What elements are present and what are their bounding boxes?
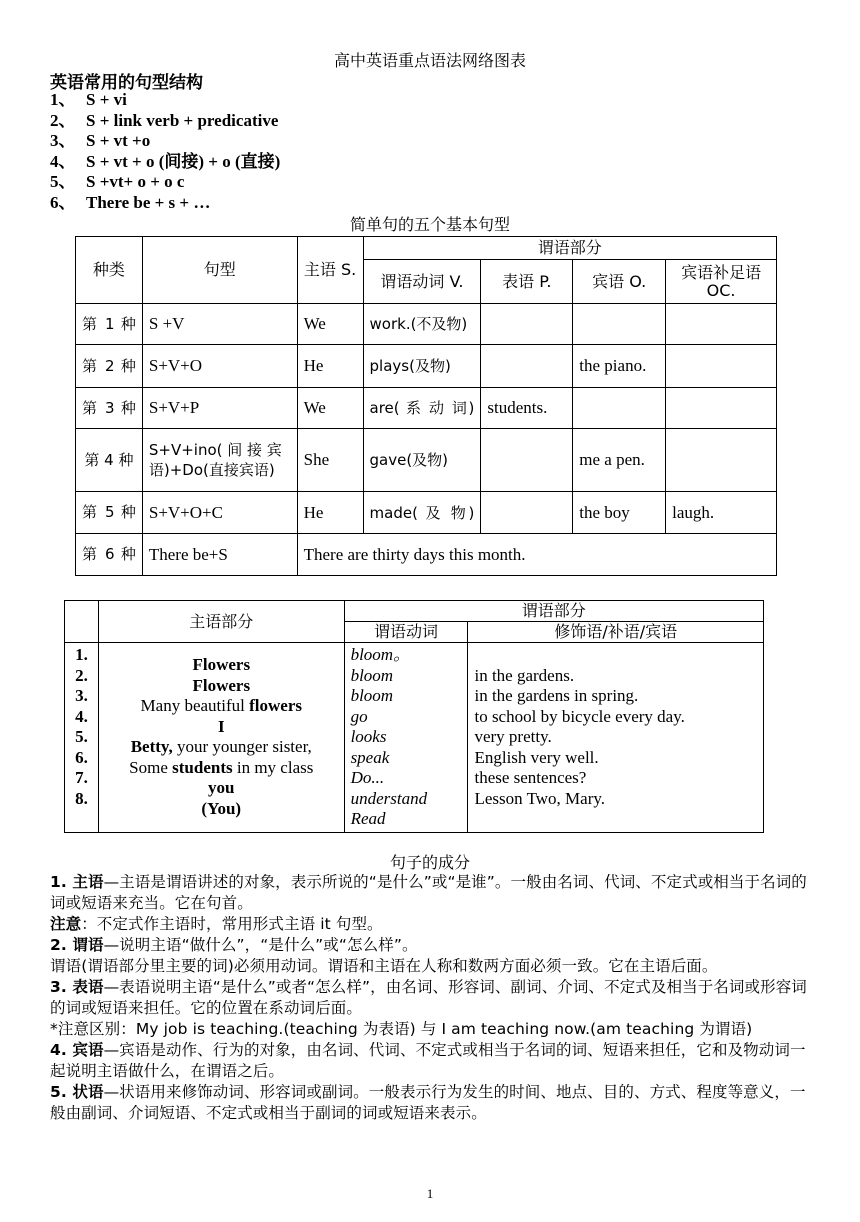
header-blank bbox=[65, 601, 99, 643]
table-row: 第 2 种 S+V+O He plays(及物) the piano. bbox=[76, 345, 777, 388]
row-numbers: 1. 2. 3. 4. 5. 6. 7. 8. bbox=[65, 643, 99, 833]
paragraph: 谓语(谓语部分里主要的词)必须用动词。谓语和主语在人称和数两方面必须一致。它在主语后面。 bbox=[50, 957, 718, 975]
header-predicative: 表语 P. bbox=[481, 260, 573, 304]
pattern-item: 4、 S + vt + o (间接) + o (直接) bbox=[50, 151, 281, 171]
header-predicate-part: 谓语部分 bbox=[344, 601, 763, 622]
header-pattern: 句型 bbox=[142, 237, 297, 304]
pattern-item: 2、 S + link verb + predicative bbox=[50, 110, 279, 130]
pattern-item: 3、 S + vt +o bbox=[50, 131, 151, 150]
header-object: 宾语 O. bbox=[573, 260, 666, 304]
pattern-item: 1、 S + vi bbox=[50, 90, 127, 109]
patterns-heading: 英语常用的句型结构 bbox=[50, 73, 203, 93]
table-row: 第 4 种 S+V+ino( 间 接 宾语)+Do(直接宾语) She gave(及物) me a pen. bbox=[76, 429, 777, 492]
paragraph: 3. 表语—表语说明主语“是什么”或者“怎么样”，由名词、形容词、副词、介词、不定式及相当于名词或形容词的词或短语来担任。它的位置在系动词后面。 bbox=[50, 978, 807, 1017]
header-complement: 宾语补足语 OC. bbox=[666, 260, 777, 304]
table-row: 第 1 种 S +V We work.(不及物) bbox=[76, 304, 777, 345]
components-title: 句子的成分 bbox=[389, 853, 470, 872]
table-row: 第 6 种 There be+S There are thirty days this month. bbox=[76, 534, 777, 576]
subject-column: Flowers Flowers Many beautiful flowers I Betty, your younger sister, Some students in my class you (You) bbox=[98, 643, 344, 833]
paragraph: 5. 状语—状语用来修饰动词、形容词或副词。一般表示行为发生的时间、地点、目的、方式、程度等意义，一般由副词、介词短语、不定式或相当于副词的词或短语来表示。 bbox=[50, 1083, 806, 1122]
pattern-item: 6、 There be + s + … bbox=[50, 192, 211, 212]
paragraph: 1. 主语—主语是谓语讲述的对象，表示所说的“是什么”或“是谁”。一般由名词、代词、不定式或相当于名词的词或短语来充当。它在句首。 bbox=[50, 873, 807, 912]
header-predicate-part: 谓语部分 bbox=[363, 237, 776, 260]
header-subject-part: 主语部分 bbox=[98, 601, 344, 643]
page-title: 高中英语重点语法网络图表 bbox=[333, 51, 526, 70]
sentence-patterns-table bbox=[75, 236, 777, 576]
components-text bbox=[50, 872, 816, 1124]
pattern-item: 5、 S +vt+ o + o c bbox=[50, 172, 185, 191]
paragraph: 4. 宾语—宾语是动作、行为的对象，由名词、代词、不定式或相当于名词的词、短语来担任，它和及物动词一起说明主语做什么，在谓语之后。 bbox=[50, 1041, 806, 1080]
header-verb: 谓语动词 V. bbox=[363, 260, 481, 304]
verb-column: bloom。 bloom bloom go looks speak Do... understand Read bbox=[344, 643, 468, 833]
header-kind: 种类 bbox=[76, 237, 143, 304]
table-caption: 简单句的五个基本句型 bbox=[349, 215, 510, 234]
modifier-column: in the gardens. in the gardens in spring. to school by bicycle every day. very pretty. English very well. these sentences? Lesson Two, Mary. bbox=[468, 643, 764, 833]
header-subject: 主语 S. bbox=[297, 237, 363, 304]
paragraph: *注意区别：My job is teaching.(teaching 为表语) 与 I am teaching now.(am teaching 为谓语) bbox=[50, 1020, 753, 1038]
table-row bbox=[65, 643, 764, 833]
paragraph: 注意：不定式作主语时，常用形式主语 it 句型。 bbox=[50, 915, 383, 933]
pattern-list bbox=[50, 90, 280, 213]
sentence-parts-table bbox=[64, 600, 764, 833]
table-row: 第 5 种 S+V+O+C He made( 及 物) the boy laugh. bbox=[76, 492, 777, 534]
header-verb: 谓语动词 bbox=[344, 622, 468, 643]
page-number: 1 bbox=[426, 1186, 434, 1201]
paragraph: 2. 谓语—说明主语“做什么”，“是什么”或“怎么样”。 bbox=[50, 936, 418, 954]
header-modifier: 修饰语/补语/宾语 bbox=[468, 622, 764, 643]
table-row: 第 3 种 S+V+P We are( 系 动 词) students. bbox=[76, 388, 777, 429]
